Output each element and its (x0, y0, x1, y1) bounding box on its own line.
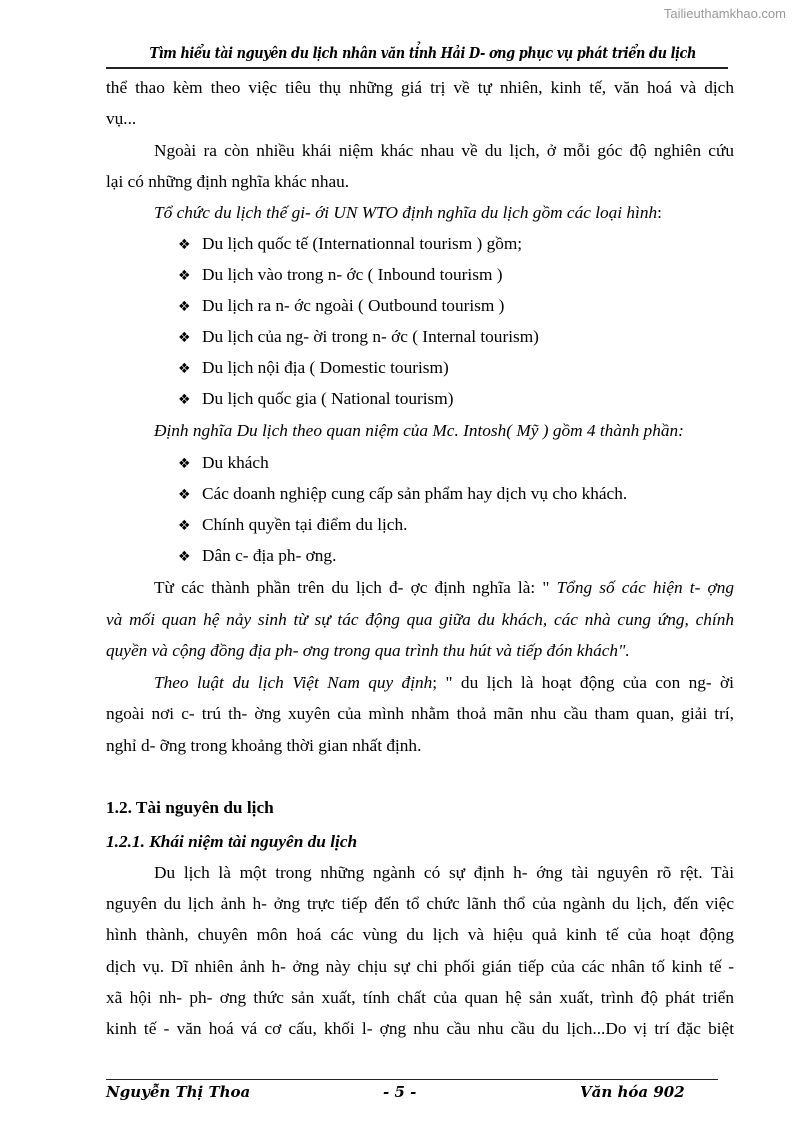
bullet-icon: ❖ (178, 299, 191, 315)
bullet-icon: ❖ (178, 456, 191, 472)
text-line: dịch vụ. Dĩ nhiên ảnh h- ởng này chịu sự chi phối gián tiếp của các nhân tố kinh tế - (106, 957, 734, 976)
running-header: Tìm hiểu tài nguyên du lịch nhân văn tỉnh Hải D- ơng phục vụ phát triển du lịch (149, 44, 696, 62)
list-item (178, 357, 734, 380)
text-line: lại có những định nghĩa khác nhau. (106, 172, 350, 191)
footer-author: Nguyễn Thị Thoa (106, 1083, 251, 1101)
header-rule (106, 67, 728, 69)
text-line: và mối quan hệ nảy sinh từ sự tác động qua giữa du khách, các nhà cung ứng, chính (106, 610, 734, 629)
bullet-icon: ❖ (178, 518, 191, 534)
footer-class: Văn hóa 902 (580, 1083, 685, 1101)
watermark: Tailieuthamkhao.com (663, 6, 786, 21)
list-item (178, 326, 734, 349)
list-item (178, 295, 734, 318)
text-line: thể thao kèm theo việc tiêu thụ những giá trị về tự nhiên, kinh tế, văn hoá và dịch (106, 78, 734, 97)
text: : (657, 203, 662, 222)
list-item (178, 388, 734, 411)
list-item-text: Du lịch quốc gia ( National tourism) (202, 389, 454, 408)
list-item (178, 452, 734, 475)
list-item (178, 264, 734, 287)
list-item-text: Du lịch ra n- ớc ngoài ( Outbound tourism ) (202, 296, 505, 315)
list-item (178, 483, 734, 506)
subsection-heading: 1.2.1. Khái niệm tài nguyên du lịch (106, 832, 358, 851)
text-line: quyền và cộng đồng địa ph- ơng trong qua trình thu hút và tiếp đón khách". (106, 641, 630, 660)
list-item (178, 233, 734, 256)
text-line: kinh tế - văn hoá vá cơ cấu, khối l- ợng nhu cầu nhu cầu du lịch...Do vị trí đặc biệt (106, 1019, 734, 1038)
bullet-icon: ❖ (178, 237, 191, 253)
list-item (178, 514, 734, 537)
bullet-icon: ❖ (178, 549, 191, 565)
text-line: vụ... (106, 109, 137, 128)
text-line (154, 202, 782, 224)
text-line: nguyên du lịch ảnh h- ởng trực tiếp đến tổ chức lãnh thổ của ngành du lịch, đến việc (106, 894, 734, 913)
text: ; " du lịch là hoạt động của con ng- ời (432, 673, 734, 692)
list-item-text: Du khách (202, 453, 269, 472)
page-number: - 5 - (383, 1083, 417, 1101)
list-item-text: Du lịch nội địa ( Domestic tourism) (202, 358, 449, 377)
list-item-text: Dân c- địa ph- ơng. (202, 546, 337, 565)
text-line: Ngoài ra còn nhiều khái niệm khác nhau về du lịch, ở mỗi góc độ nghiên cứu (154, 141, 734, 160)
bullet-icon: ❖ (178, 392, 191, 408)
section-heading: 1.2. Tài nguyên du lịch (106, 798, 274, 817)
text-line: Du lịch là một trong những ngành có sự định h- ớng tài nguyên rõ rệt. Tài (154, 863, 734, 882)
bullet-icon: ❖ (178, 268, 191, 284)
italic-text: Theo luật du lịch Việt Nam quy định (154, 673, 433, 692)
list-item-text: Chính quyền tại điểm du lịch. (202, 515, 408, 534)
footer-rule (106, 1079, 718, 1080)
text-line: ngoài nơi c- trú th- ờng xuyên của mình nhằm thoả mãn nhu cầu tham quan, giải trí, (106, 704, 734, 723)
list-item-text: Du lịch vào trong n- ớc ( Inbound tourism ) (202, 265, 503, 284)
list-item-text: Du lịch của ng- ời trong n- ớc ( Internal tourism) (202, 327, 539, 346)
list-item-text: Du lịch quốc tế (Internationnal tourism ) gồm; (202, 234, 523, 253)
list-item-text: Các doanh nghiệp cung cấp sản phẩm hay dịch vụ cho khách. (202, 484, 628, 503)
italic-text: Tổ chức du lịch thế gi- ới UN WTO định nghĩa du lịch gồm các loại hình (154, 203, 658, 222)
bullet-icon: ❖ (178, 330, 191, 346)
text-line (154, 672, 734, 694)
bullet-icon: ❖ (178, 487, 191, 503)
list-item (178, 545, 734, 568)
text: Từ các thành phần trên du lịch đ- ợc định nghĩa là: " (154, 578, 557, 597)
text-line: xã hội nh- ph- ơng thức sản xuất, tính chất của quan hệ sản xuất, trình độ phát triển (106, 988, 734, 1007)
text-line: hình thành, chuyên môn hoá các vùng du lịch và hiệu quả kinh tế của hoạt động (106, 925, 734, 944)
bullet-icon: ❖ (178, 361, 191, 377)
text-line: Định nghĩa Du lịch theo quan niệm của Mc. Intosh( Mỹ ) gồm 4 thành phần: (154, 421, 684, 440)
italic-text: Tổng số các hiện t- ợng (556, 578, 734, 597)
text-line (154, 577, 734, 599)
text-line: nghỉ d- ỡng trong khoảng thời gian nhất định. (106, 736, 422, 755)
